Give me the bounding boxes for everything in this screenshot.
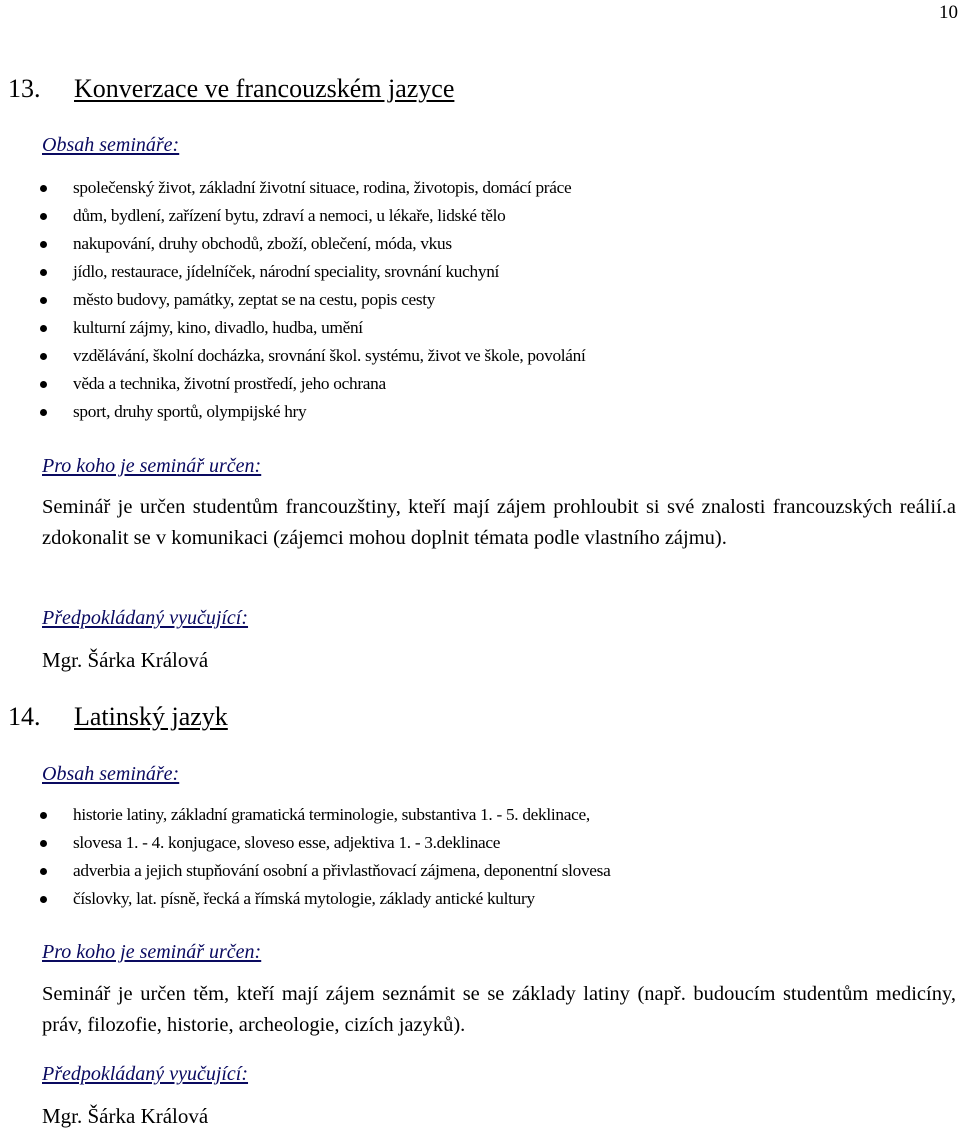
list-item: adverbia a jejich stupňování osobní a přivlastňovací zájmena, deponentní slovesa — [0, 857, 960, 885]
list-item: dům, bydlení, zařízení bytu, zdraví a nemoci, u lékaře, lidské tělo — [0, 202, 960, 230]
list-item: věda a technika, životní prostředí, jeho ochrana — [0, 370, 960, 398]
bullet-icon — [40, 353, 47, 360]
content-label: Obsah semináře: — [42, 134, 180, 156]
list-item: historie latiny, základní gramatická terminologie, substantiva 1. - 5. deklinace, — [0, 801, 960, 829]
bullet-icon — [40, 297, 47, 304]
teacher-label: Předpokládaný vyučující: — [42, 607, 249, 629]
content-label: Obsah semináře: — [42, 763, 180, 785]
page-number: 10 — [939, 2, 958, 23]
bullet-icon — [40, 381, 47, 388]
audience-paragraph: Seminář je určen těm, kteří mají zájem seznámit se se základy latiny (např. budoucím studentům medicíny, práv, filozofie, historie, archeologie, cizích jazyků). — [42, 983, 956, 1036]
bullet-icon — [40, 840, 47, 847]
list-item: vzdělávání, školní docházka, srovnání škol. systému, život ve škole, povolání — [0, 342, 960, 370]
bullet-icon — [40, 213, 47, 220]
section-title: Konverzace ve francouzském jazyce — [74, 74, 455, 103]
section-title: Latinský jazyk — [74, 702, 228, 731]
audience-label: Pro koho je seminář určen: — [42, 455, 262, 477]
bullet-icon — [40, 409, 47, 416]
topic-list — [0, 174, 960, 426]
list-item: číslovky, lat. písně, řecká a římská mytologie, základy antické kultury — [0, 885, 960, 913]
bullet-icon — [40, 269, 47, 276]
list-item: nakupování, druhy obchodů, zboží, oblečení, móda, vkus — [0, 230, 960, 258]
list-item: slovesa 1. - 4. konjugace, sloveso esse, adjektiva 1. - 3.deklinace — [0, 829, 960, 857]
topic-list — [0, 801, 960, 913]
teacher-label: Předpokládaný vyučující: — [42, 1063, 249, 1085]
list-item: kulturní zájmy, kino, divadlo, hudba, umění — [0, 314, 960, 342]
teacher-name: Mgr. Šárka Králová — [42, 648, 209, 672]
audience-label: Pro koho je seminář určen: — [42, 941, 262, 963]
bullet-icon — [40, 896, 47, 903]
bullet-icon — [40, 241, 47, 248]
bullet-icon — [40, 185, 47, 192]
teacher-name: Mgr. Šárka Králová — [42, 1104, 209, 1128]
bullet-icon — [40, 325, 47, 332]
bullet-icon — [40, 812, 47, 819]
audience-paragraph: Seminář je určen studentům francouzštiny, kteří mají zájem prohloubit si své znalosti francouzských reálií.a zdokonalit se v komunikaci (zájemci mohou doplnit témata podle vlastního zájmu). — [42, 496, 956, 549]
list-item: sport, druhy sportů, olympijské hry — [0, 398, 960, 426]
section-number: 13. — [8, 74, 41, 103]
list-item: společenský život, základní životní situace, rodina, životopis, domácí práce — [0, 174, 960, 202]
list-item: jídlo, restaurace, jídelníček, národní speciality, srovnání kuchyní — [0, 258, 960, 286]
bullet-icon — [40, 868, 47, 875]
section-number: 14. — [8, 702, 41, 731]
list-item: město budovy, památky, zeptat se na cestu, popis cesty — [0, 286, 960, 314]
